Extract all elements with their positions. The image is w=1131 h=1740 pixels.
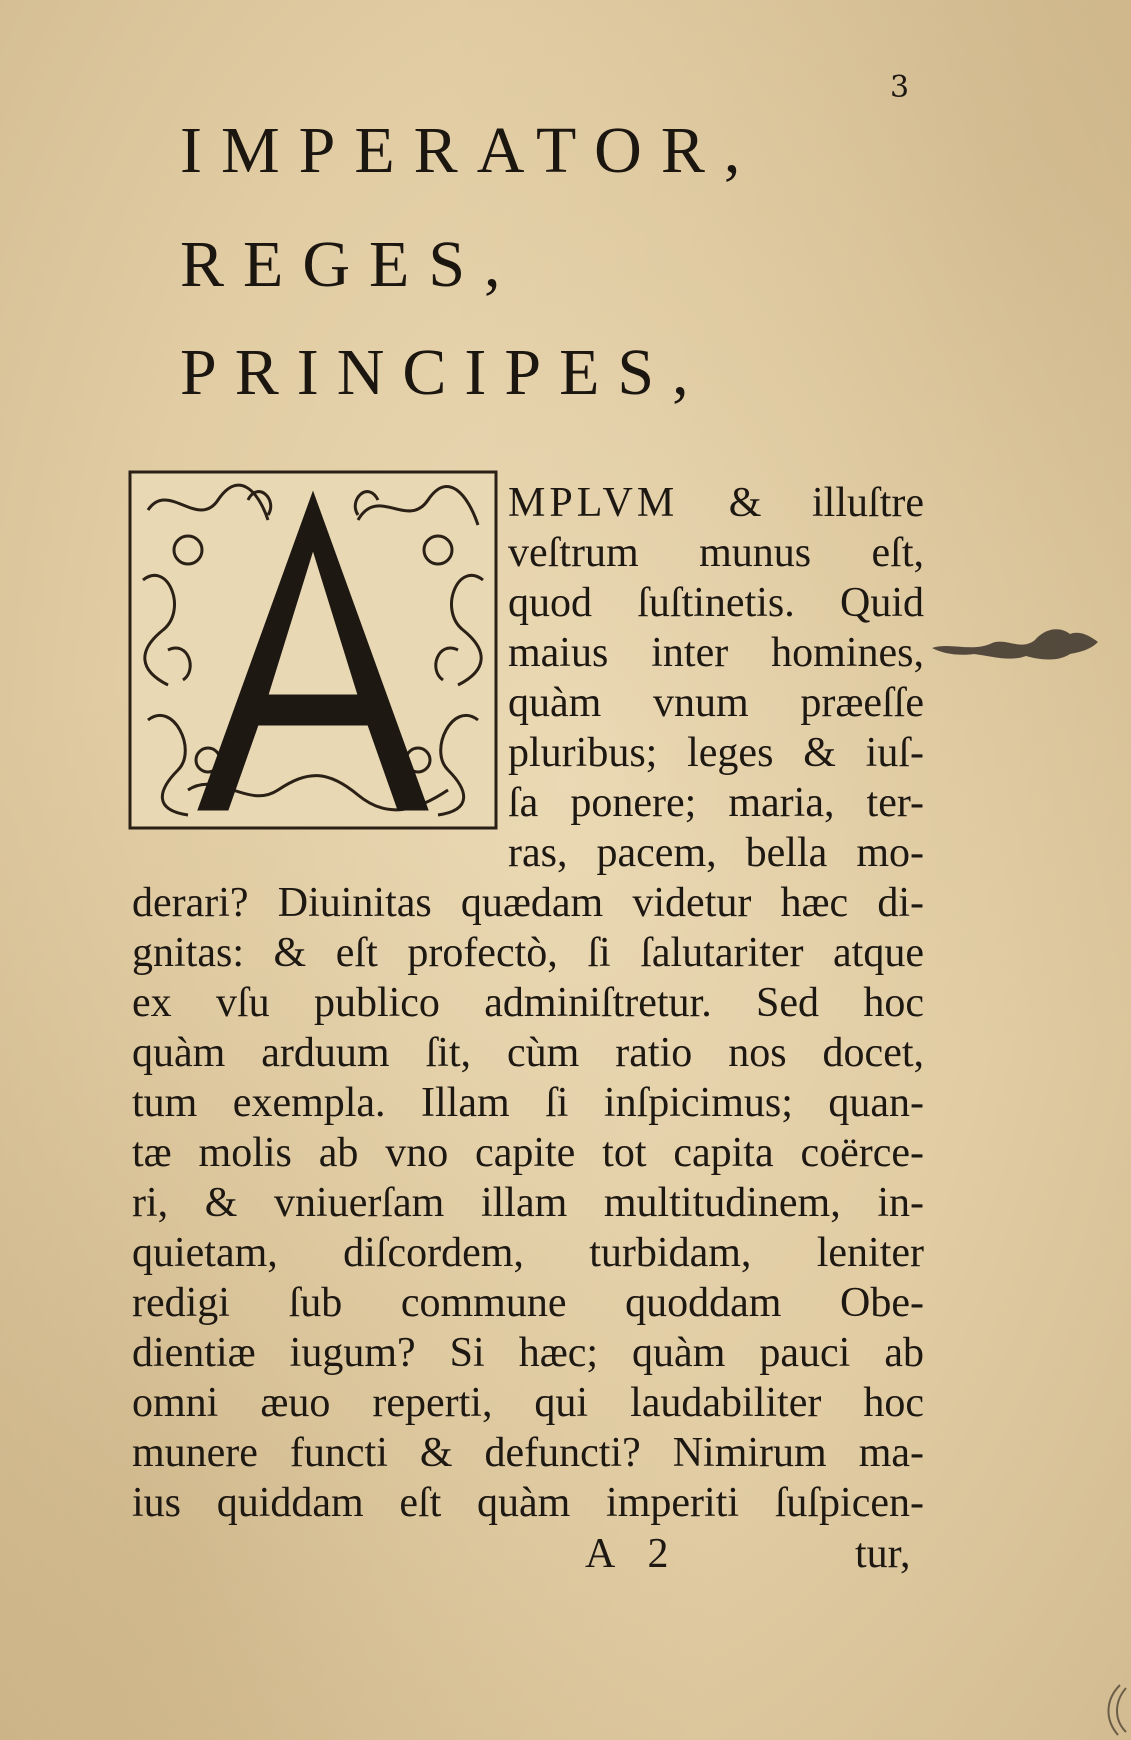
page-number: 3 [890, 70, 910, 105]
text-line-2: veſtrum munus eſt, [508, 530, 924, 576]
text-line-17: redigi ſub commune quoddam Obe- [132, 1280, 924, 1326]
text-line-7: ſa ponere; maria, ter- [508, 780, 924, 826]
text-line-3: quod ſuſtinetis. Quid [508, 580, 924, 626]
heading-line-3: PRINCIPES, [180, 336, 707, 409]
text-line-5: quàm vnum præeſſe [508, 680, 924, 726]
page-edge-mark [1100, 1680, 1130, 1740]
heading-line-2: REGES, [180, 228, 520, 301]
decorated-initial-a [128, 470, 498, 830]
text-line-18: dientiæ iugum? Si hæc; quàm pauci ab [132, 1330, 924, 1376]
text-line-20: munere functi & defuncti? Nimirum ma- [132, 1430, 924, 1476]
text-line-1 [508, 478, 924, 528]
text-line-19: omni æuo reperti, qui laudabiliter hoc [132, 1380, 924, 1426]
catchword: tur, [855, 1531, 911, 1577]
text-line-13: tum exempla. Illam ſi inſpicimus; quan- [132, 1080, 924, 1126]
text-line-12: quàm arduum ſit, cùm ratio nos docet, [132, 1030, 924, 1076]
signature-mark: A 2 [585, 1531, 681, 1577]
text-line-1-rest: & illuſtre [678, 480, 924, 526]
text-line-6: pluribus; leges & iuſ- [508, 730, 924, 776]
text-line-15: ri, & vniuerſam illam multitudinem, in- [132, 1180, 924, 1226]
text-line-10: gnitas: & eſt profectò, ſi ſalutariter atque [132, 930, 924, 976]
text-line-9: derari? Diuinitas quædam videtur hæc di- [132, 880, 924, 926]
text-line-8: ras, pacem, bella mo- [508, 830, 924, 876]
text-line-16: quietam, diſcordem, turbidam, leniter [132, 1230, 924, 1276]
text-line-21: ius quiddam eſt quàm imperiti ſuſpicen- [132, 1480, 924, 1526]
text-line-14: tæ molis ab vno capite tot capita coërce- [132, 1130, 924, 1176]
text-line-4: maius inter homines, [508, 630, 924, 676]
heading-line-1: IMPERATOR, [180, 114, 760, 187]
text-line-11: ex vſu publico adminiſtretur. Sed hoc [132, 980, 924, 1026]
ink-blot-mark [930, 622, 1100, 668]
first-word-rest: MPLVM [508, 480, 679, 526]
